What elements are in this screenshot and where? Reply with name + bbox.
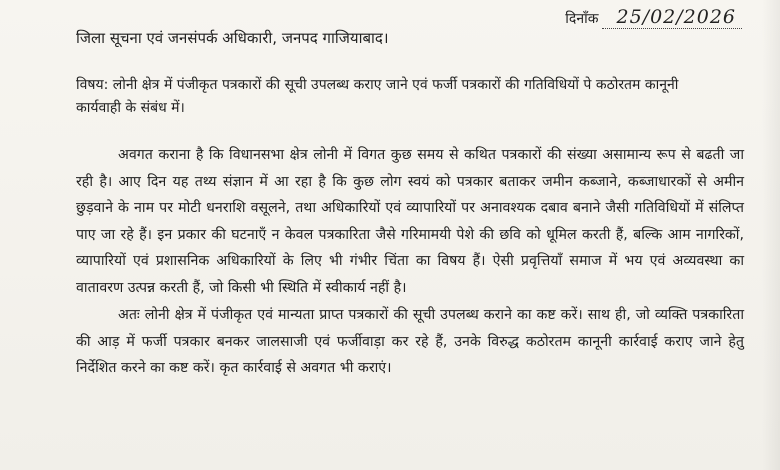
page-edge-shadow — [762, 0, 780, 470]
body-paragraph-2: अतः लोनी क्षेत्र में पंजीकृत एवं मान्यता प्राप्त पत्रकारों की सूची उपलब्ध कराने का कष्ट करें। साथ ही, जो व्यक्ति पत्रकारिता की आड़ में फर्जी पत्रकार बनकर जालसाजी एवं फर्जीवाड़ा कर रहे हैं, उनके विरुद्ध कठोरतम कानूनी कार्रवाई कराए जाने हेतु निर्देशित करने का कष्ट करें। कृत कार्रवाई से अवगत भी कराएं। — [76, 307, 744, 376]
subject-line: विषय: लोनी क्षेत्र में पंजीकृत पत्रकारों की सूची उपलब्ध कराए जाने एवं फर्जी पत्रकारों की गतिविधियों पे कठोरतम कानूनी कार्यवाही के संबंध में। — [76, 77, 679, 116]
date-line — [565, 6, 742, 29]
letter-body — [76, 142, 744, 382]
body-paragraph-1: अवगत कराना है कि विधानसभा क्षेत्र लोनी में विगत कुछ समय से कथित पत्रकारों की संख्या असामान्य रूप से बढती जा रही है। आए दिन यह तथ्य संज्ञान में आ रहा है कि कुछ लोग स्वयं को पत्रकार बताकर जमीन कब्जाने, कब्जाधारकों से अमीन छुड़वाने के नाम पर मोटी धनराशि वसूलने, तथा अधिकारियों एवं व्यापारियों पर अनावश्यक दबाव बनाने जैसी गतिविधियों में संलिप्त पाए जा रहे हैं। इन प्रकार की घटनाएँ न केवल पत्रकारिता जैसे गरिमामयी पेशे की छवि को धूमिल करती हैं, बल्कि आम नागरिकों, व्यापारियों एवं प्रशासनिक अधिकारियों के लिए भी गंभीर चिंता का विषय हैं। ऐसी प्रवृत्तियाँ समाज में भय एवं अव्यवस्था का वातावरण उत्पन्न करती हैं, जो किसी भी स्थिति में स्वीकार्य नहीं है। — [76, 147, 744, 296]
date-label: दिनाँक — [565, 11, 599, 27]
addressee: जिला सूचना एवं जनसंपर्क अधिकारी, जनपद गाजियाबाद। — [76, 29, 389, 47]
date-value: 25/02/2026 — [602, 6, 742, 29]
